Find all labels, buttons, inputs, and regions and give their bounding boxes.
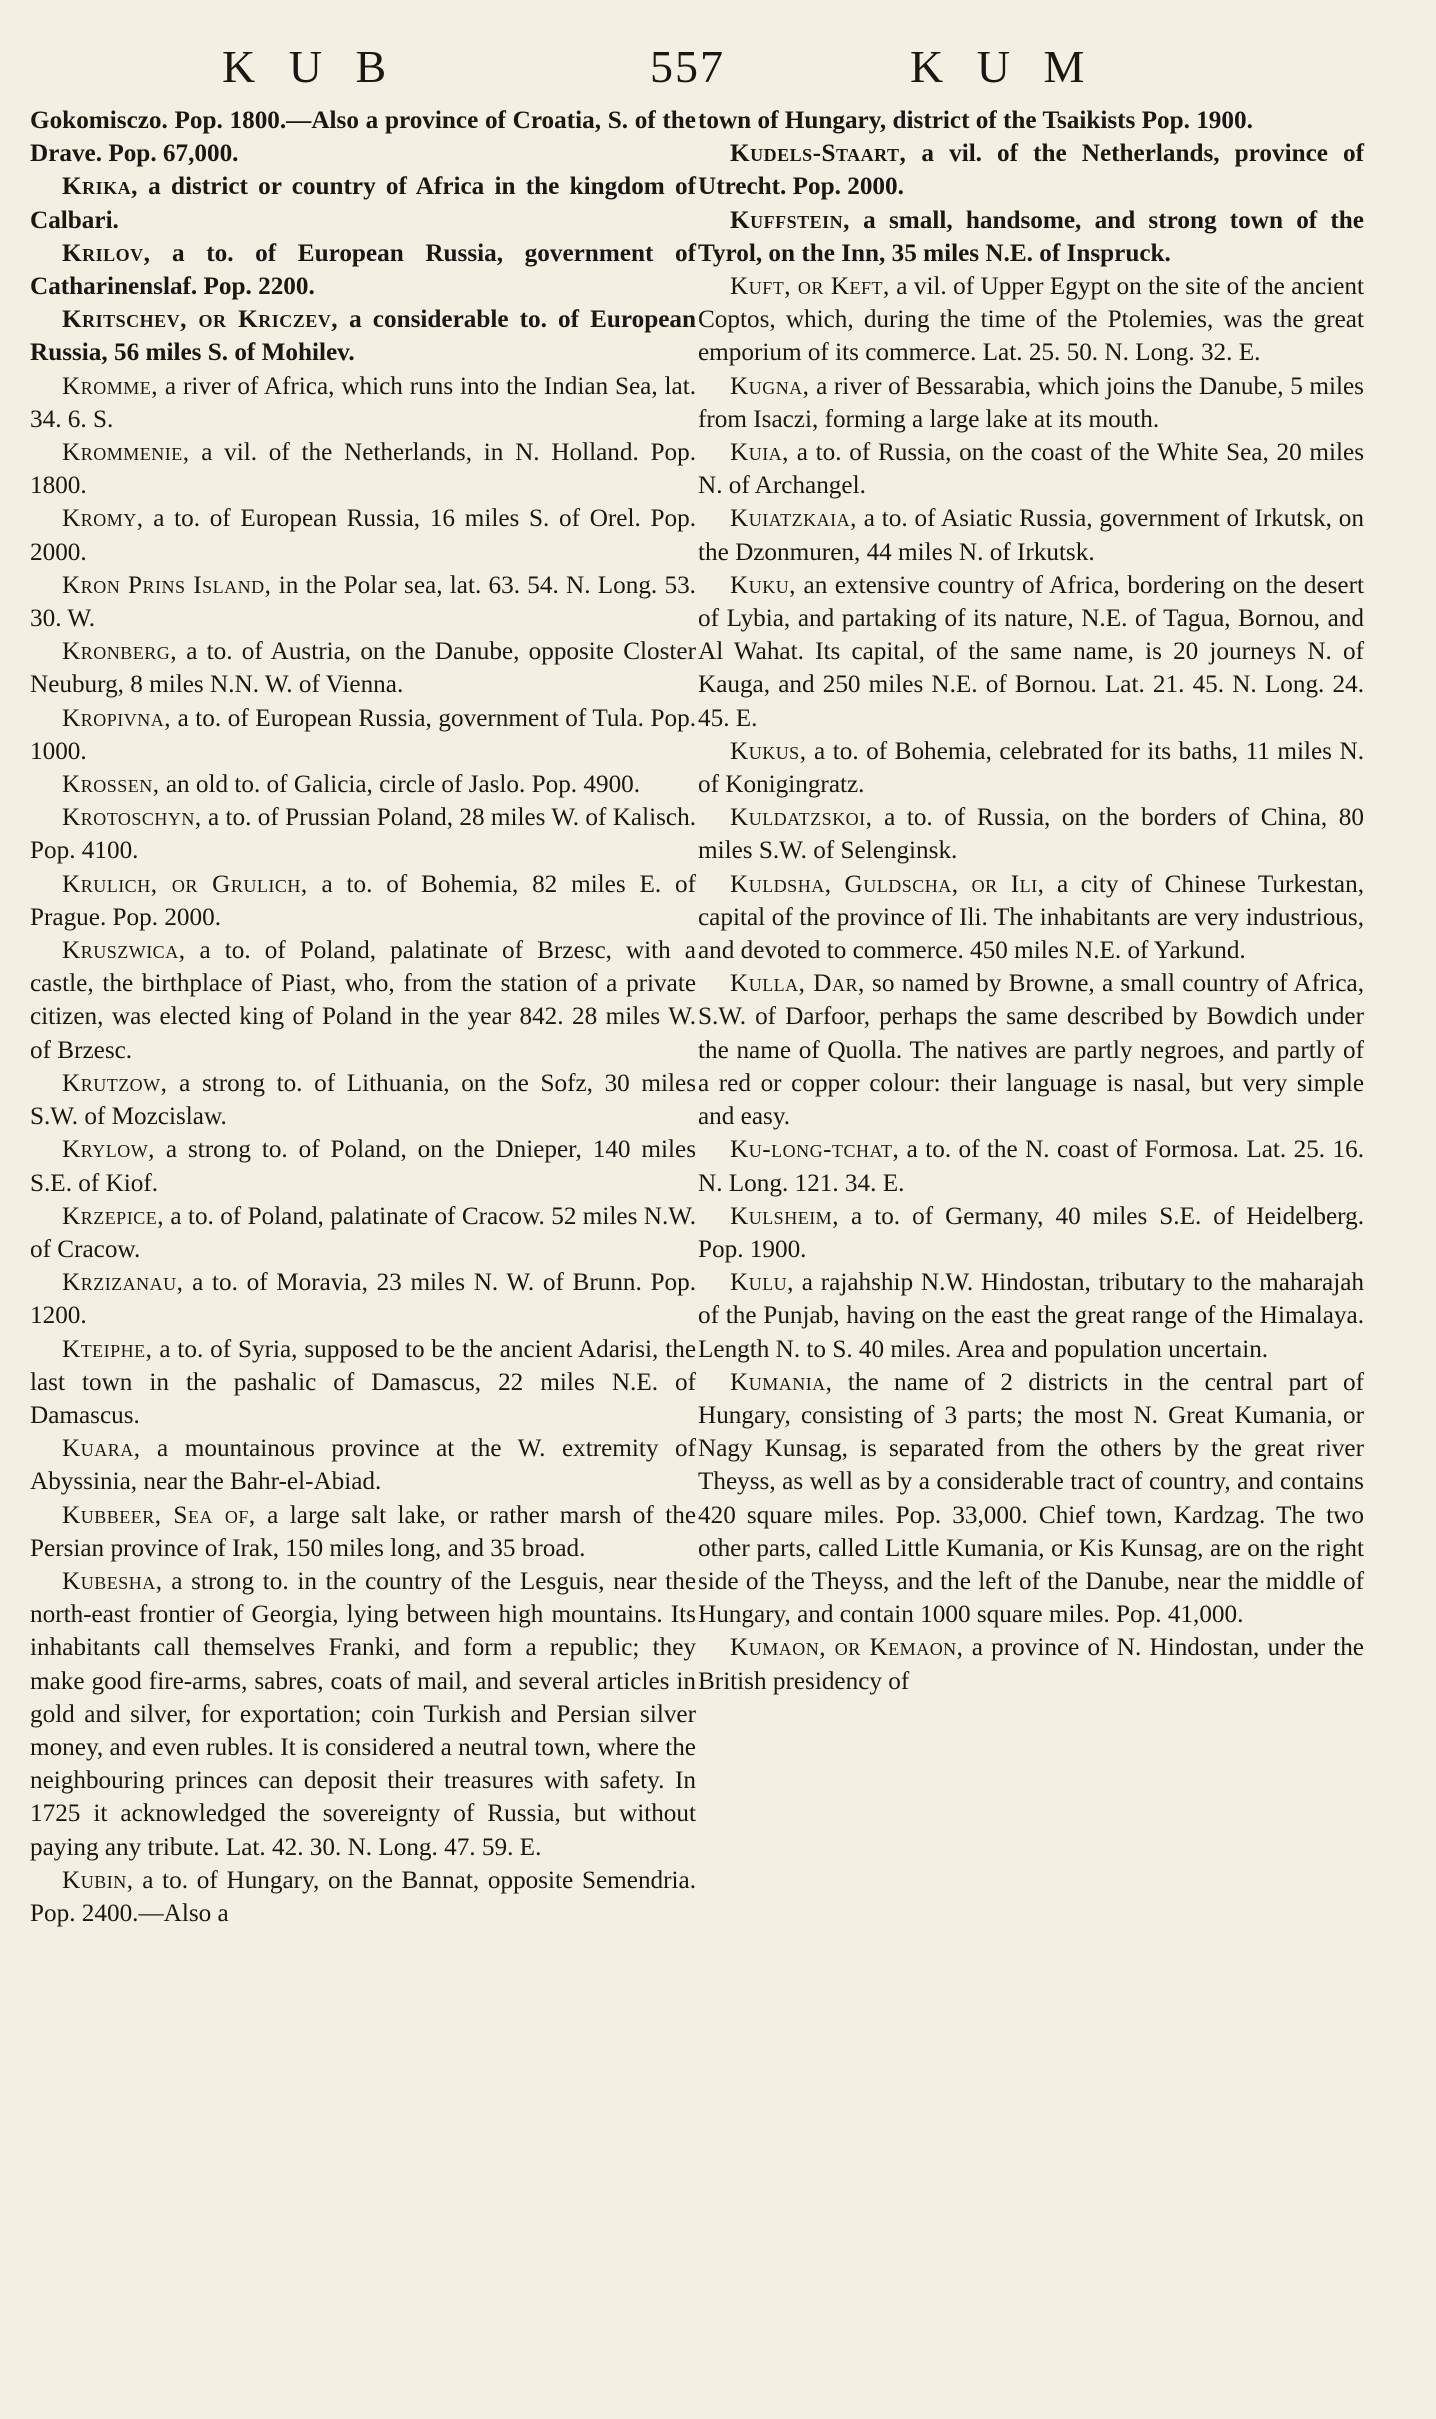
gazetteer-entry [30,1200,696,1266]
entry-headword: Kulla, Dar, [730,970,865,998]
entry-text: a to. of European Russia, government of Catharinenslaf. Pop. 2200. [30,239,696,301]
entry-text: an old to. of Galicia, circle of Jaslo. Pop. 4900. [159,771,641,799]
entry-headword: Kubesha, [62,1567,163,1595]
entry-text: a province of N. Hindostan, under the British presidency of [698,1634,1364,1695]
entry-headword: Krotoschyn, [62,804,202,832]
gazetteer-entry [30,170,696,236]
gazetteer-entry [30,569,696,635]
gazetteer-entry [30,1067,696,1133]
gazetteer-entry [30,768,696,801]
entry-text: a to. of Hungary, on the Bannat, opposite Semendria. Pop. 2400.—Also a [30,1866,696,1927]
entry-text: the name of 2 districts in the central part of Hungary, consisting of 3 parts; the most N. Great Kumania, or Nagy Kunsag, is separated from the others by the great river Theyss, as well as by a considerable tract of country, and contains 420 square miles. Pop. 33,000. Chief town, Kardzag. The two other parts, called Little Kumania, or Kis Kunsag, are on the right side of the Theyss, and the left of the Danube, near the middle of Hungary, and contain 1000 square miles. Pop. 41,000. [698,1368,1364,1629]
entry-text: a to. of Poland, palatinate of Brzesc, with a castle, the birthplace of Piast, who, from the station of a private citizen, was elected king of Poland in the year 842. 28 miles W. of Brzesc. [30,937,696,1064]
gazetteer-entry [30,502,696,568]
gazetteer-entry [30,436,696,502]
gazetteer-entry [698,801,1364,867]
entry-headword: Kulu, [730,1269,794,1297]
entry-text: a to. of Bohemia, 82 miles E. of Prague. Pop. 2000. [30,870,696,931]
entry-text: a to. of Bohemia, celebrated for its baths, 11 miles N. of Konigingratz. [698,737,1364,799]
entry-text: a to. of Germany, 40 miles S.E. of Heidelberg. Pop. 1900. [698,1202,1364,1263]
entry-text: a to. of Poland, palatinate of Cracow. 52 miles N.W. of Cracow. [30,1202,696,1263]
entry-headword: Kromy, [62,505,144,533]
entry-text: an extensive country of Africa, bordering on the desert of Lybia, and partaking of its nature, N.E. of Tagua, Bornou, and Al Wahat. Its capital, of the same name, is 20 journeys N. of Kauga, and 250 miles N.E. of Bornou. Lat. 21. 45. N. Long. 24. 45. E. [698,571,1364,732]
gazetteer-entry [698,270,1364,370]
gazetteer-entry [698,137,1364,203]
entry-headword: Kubin, [62,1866,134,1894]
gazetteer-entry [30,1864,696,1930]
entry-text: a river of Bessarabia, which joins the Danube, 5 miles from Isaczi, forming a large lake at its mouth. [698,372,1364,433]
entry-text: a city of Chinese Turkestan, capital of the province of Ili. The inhabitants are very industrious, and devoted to commerce. 450 miles N.E. of Yarkund. [698,870,1364,965]
entry-headword: Kuia, [730,439,789,467]
entry-text: a rajahship N.W. Hindostan, tributary to the maharajah of the Punjab, having on the east the great range of the Himalaya. Length N. to S. 40 miles. Area and population uncertain. [698,1269,1364,1363]
gazetteer-entry [698,1366,1364,1632]
entry-headword: Kuku, [730,571,796,599]
entry-text: town of Hungary, district of the Tsaikists Pop. 1900. [698,107,1253,134]
entry-headword: Kropivna, [62,704,171,732]
entry-headword: Kuldatzskoi, [730,804,873,832]
entry-headword: Ku-long-tchat, [730,1136,900,1164]
entry-headword: Kuara, [62,1435,141,1463]
entry-headword: Kritschev, or Kriczev, [62,306,339,334]
gazetteer-entry [30,1333,696,1433]
running-header [0,40,1436,100]
entry-text: a small, handsome, and strong town of the Tyrol, on the Inn, 35 miles N.E. of Inspruck. [698,206,1364,267]
entry-text: a strong to. in the country of the Lesguis, near the north-east frontier of Georgia, lying between high mountains. Its inhabitants call themselves Franki, and form a republic; they make good fire-arms, sabres, coats of mail, and several articles in gold and silver, for exportation; coin Turkish and Persian silver money, and even rubles. It is considered a neutral town, where the neighbouring princes can deposit their treasures with safety. In 1725 it acknowledged the sovereignty of Russia, but without paying any tribute. Lat. 42. 30. N. Long. 47. 59. E. [30,1567,696,1861]
entry-text: a strong to. of Poland, on the Dnieper, 140 miles S.E. of Kiof. [30,1136,696,1197]
page-number: 557 [650,41,725,92]
entry-text: a to. of Prussian Poland, 28 miles W. of Kalisch. Pop. 4100. [30,804,696,865]
gazetteer-entry [698,436,1364,502]
gazetteer-entry [698,1200,1364,1266]
entry-text: a to. of Syria, supposed to be the ancient Adarisi, the last town in the pashalic of Damascus, 22 miles N.E. of Damascus. [30,1335,696,1429]
entry-headword: Krzepice, [62,1202,164,1230]
entry-headword: Kron Prins Island, [62,571,272,599]
gazetteer-entry [698,967,1364,1133]
gazetteer-entry [698,868,1364,968]
entry-text: a to. of Asiatic Russia, government of Irkutsk, on the Dzonmuren, 44 miles N. of Irkutsk. [698,505,1364,566]
entry-headword: Kumaon, or Kemaon, [730,1634,964,1662]
entry-text: a to. of Austria, on the Danube, opposite Closter Neuburg, 8 miles N.N. W. of Vienna. [30,638,696,699]
entry-headword: Kubbeer, Sea of, [62,1501,256,1529]
entry-text: a large salt lake, or rather marsh of the Persian province of Irak, 150 miles long, and 35 broad. [30,1501,696,1562]
entry-headword: Krulich, or Grulich, [62,870,308,898]
entry-headword: Kudels-Staart, [730,140,907,168]
entry-headword: Kuiatzkaia, [730,505,857,533]
entry-headword: Kuft, or Keft, [730,273,890,301]
entry-text: a district or country of Africa in the kingdom of Calbari. [30,173,696,234]
entry-headword: Krylow, [62,1136,155,1164]
entry-text: a to. of European Russia, 16 miles S. of Orel. Pop. 2000. [30,505,696,566]
entry-headword: Kumania, [730,1368,833,1396]
entry-text: a vil. of the Netherlands, province of Utrecht. Pop. 2000. [698,140,1364,201]
gazetteer-entry [30,1133,696,1199]
header-left-guideword: K U B [222,41,389,92]
header-right-guideword: K U M [910,41,1087,92]
entry-text: a strong to. of Lithuania, on the Sofz, 30 miles S.W. of Mozcislaw. [30,1069,696,1131]
gazetteer-entry [30,1266,696,1332]
gazetteer-entry [698,735,1364,801]
gazetteer-entry [698,1133,1364,1199]
entry-headword: Krommenie, [62,439,190,467]
entry-headword: Kugna, [730,372,810,400]
entry-text: a to. of the N. coast of Formosa. Lat. 25. 16. N. Long. 121. 34. E. [698,1136,1364,1197]
gazetteer-entry [30,1499,696,1565]
entry-text: a to. of Russia, on the coast of the White Sea, 20 miles N. of Archangel. [698,439,1364,500]
gazetteer-entry [30,1432,696,1498]
entry-headword: Kuldsha, Guldscha, or Ili, [730,870,1045,898]
entry-text: a vil. of Upper Egypt on the site of the ancient Coptos, which, during the time of the Ptolemies, was the great emporium of its commerce. Lat. 25. 50. N. Long. 32. E. [698,273,1364,367]
gazetteer-entry [30,801,696,867]
entry-text: in the Polar sea, lat. 63. 54. N. Long. 53. 30. W. [30,571,696,633]
entry-text: a to. of European Russia, government of Tula. Pop. 1000. [30,704,696,765]
entry-headword: Krutzow, [62,1069,168,1097]
entry-headword: Kromme, [62,372,158,400]
gazetteer-entry [30,237,696,303]
gazetteer-entry [30,934,696,1067]
gazetteer-entry [30,303,696,369]
gazetteer-entry [698,1266,1364,1366]
gazetteer-entry [698,370,1364,436]
left-column [30,104,696,1930]
gazetteer-entry [698,502,1364,568]
entry-headword: Kukus, [730,737,807,765]
gazetteer-entry [698,204,1364,270]
entry-text: a vil. of the Netherlands, in N. Holland. Pop. 1800. [30,439,696,500]
entry-text: a river of Africa, which runs into the Indian Sea, lat. 34. 6. S. [30,372,696,433]
entry-text: a considerable to. of European Russia, 56 miles S. of Mohilev. [30,306,696,367]
gazetteer-entry [30,104,696,170]
gazetteer-entry [30,868,696,934]
entry-headword: Krossen, [62,771,160,799]
gazetteer-entry [698,569,1364,735]
gazetteer-entry [30,635,696,701]
entry-headword: Kronberg, [62,638,177,666]
entry-headword: Kruszwica, [62,937,186,965]
entry-headword: Kteiphe, [62,1335,153,1363]
entry-headword: Krilov, [62,239,151,267]
entry-headword: Krzizanau, [62,1269,184,1297]
right-column [698,104,1364,1698]
gazetteer-entry [30,702,696,768]
entry-text: so named by Browne, a small country of Africa, S.W. of Darfoor, perhaps the same described by Bowdich under the name of Quolla. The natives are partly negroes, and partly of a red or copper colour: their language is nasal, but very simple and easy. [698,970,1364,1131]
gazetteer-entry [30,1565,696,1864]
gazetteer-entry [698,104,1364,137]
entry-headword: Kuffstein, [730,206,850,234]
entry-text: Gokomisczo. Pop. 1800.—Also a province of Croatia, S. of the Drave. Pop. 67,000. [30,107,696,168]
entry-text: a to. of Russia, on the borders of China, 80 miles S.W. of Selenginsk. [698,804,1364,865]
entry-text: a to. of Moravia, 23 miles N. W. of Brunn. Pop. 1200. [30,1269,696,1330]
entry-headword: Kulsheim, [730,1202,839,1230]
entry-headword: Krika, [62,173,138,201]
gazetteer-entry [30,370,696,436]
entry-text: a mountainous province at the W. extremity of Abyssinia, near the Bahr-el-Abiad. [30,1435,696,1496]
gazetteer-entry [698,1631,1364,1697]
